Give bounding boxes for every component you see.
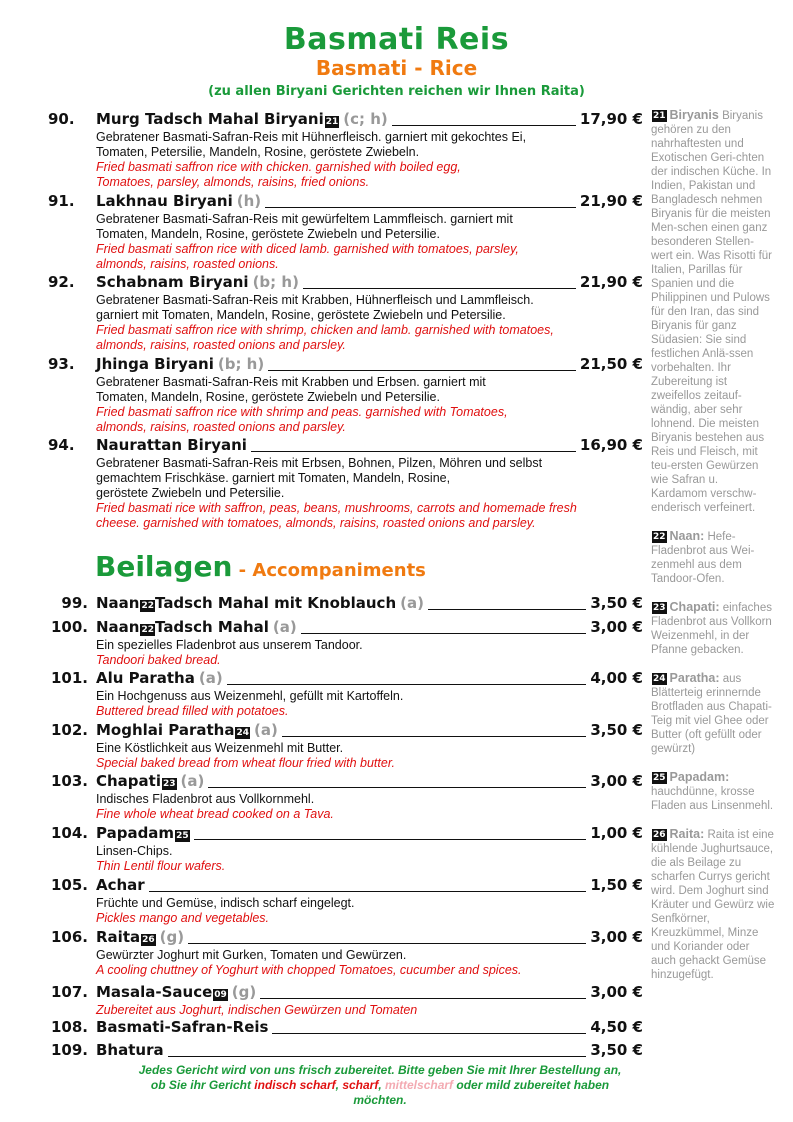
menu-item[interactable] (48, 436, 643, 531)
item-description-en: Pickles mango and vegetables. (96, 911, 270, 925)
menu-item[interactable] (48, 721, 643, 771)
item-description-de: Gebratener Basmati-Safran-Reis mit Hühnerfleisch. garniert mit gekochtes Ei, (96, 130, 527, 144)
item-description-en: almonds, raisins, roasted onions. (96, 257, 279, 271)
menu-item[interactable] (48, 355, 643, 435)
footnote-badge: 22 (141, 601, 155, 611)
item-number: 107. (50, 983, 88, 1001)
raita-note: (zu allen Biryani Gerichten reichen wir Ihnen Raita) (208, 84, 585, 99)
item-number: 90. (48, 110, 75, 128)
menu-item[interactable] (48, 983, 643, 1018)
menu-item[interactable] (48, 110, 643, 190)
menu-item[interactable] (48, 669, 643, 719)
allergen-tag: (b; h) (217, 355, 265, 373)
item-description-de: Tomaten, Mandeln, Rosine, geröstete Zwiebeln und Petersilie. (96, 390, 440, 404)
item-name: Jhinga Biryani (96, 355, 214, 373)
leader-line (265, 206, 576, 208)
item-name: Naan (96, 618, 140, 636)
allergen-tag: (a) (272, 618, 297, 636)
item-name: Raita (96, 928, 141, 946)
menu-item-line (48, 618, 643, 638)
item-description-en: Tomatoes, parsley, almonds, raisins, fried onions. (96, 175, 370, 189)
footnote-badge: 09 (214, 990, 227, 1000)
menu-item[interactable] (48, 273, 643, 353)
item-name: Basmati-Safran-Reis (96, 1018, 269, 1036)
glossary-term: Raita: (669, 827, 705, 841)
item-name: Bhatura (96, 1041, 164, 1059)
accompaniments-heading (95, 550, 426, 583)
footer-text: Jedes Gericht wird von uns frisch zubereitet. Bitte geben Sie mit Ihrer Bestellung an, ob Sie ihr Gericht (138, 1063, 622, 1092)
menu-item[interactable] (48, 876, 643, 926)
item-price: 3,00 € (590, 983, 643, 1001)
glossary-note (651, 108, 775, 515)
menu-item-line (48, 1018, 643, 1038)
item-number: 92. (48, 273, 75, 291)
menu-item-line (48, 983, 643, 1003)
allergen-tag: (g) (231, 983, 257, 1001)
footer-sep: , (335, 1078, 343, 1092)
leader-line (428, 608, 586, 610)
menu-item-line (48, 436, 643, 456)
menu-item-line (48, 1041, 643, 1061)
item-number: 93. (48, 355, 75, 373)
glossary-term: Paratha: (669, 671, 720, 685)
leader-line (268, 369, 576, 371)
item-description-en: almonds, raisins, roasted onions and parsley. (96, 338, 346, 352)
item-price: 3,50 € (590, 1041, 643, 1059)
page-title: Basmati Reis (283, 22, 510, 57)
glossary-term: Chapati: (669, 600, 720, 614)
glossary-text: aus Blätterteig erinnernde Brotfladen aus Chapati-Teig mit viel Ghee oder Butter (oft gefüllt oder gewürzt) (651, 673, 772, 755)
item-description-en: Fine whole wheat bread cooked on a Tava. (96, 807, 334, 821)
item-number: 105. (50, 876, 88, 894)
footnote-badge: 22 (141, 625, 155, 635)
item-description-de: Gebratener Basmati-Safran-Reis mit Erbsen, Bohnen, Pilzen, Möhren und selbst (96, 456, 543, 470)
leader-line (188, 942, 586, 944)
item-description-en: Zubereitet aus Joghurt, indischen Gewürzen und Tomaten (96, 1003, 418, 1017)
leader-line (260, 997, 586, 999)
item-description-en: Fried basmati rice with saffron, peas, beans, mushrooms, carrots and homemade fresh (96, 501, 577, 515)
leader-line (194, 838, 587, 840)
leader-line (168, 1055, 587, 1057)
item-number: 104. (50, 824, 88, 842)
leader-line (392, 124, 576, 126)
page-subtitle: Basmati - Rice (315, 56, 478, 80)
footer-note (130, 1063, 630, 1108)
glossary-note (651, 770, 775, 813)
leader-line (227, 683, 587, 685)
menu-item[interactable] (48, 1041, 643, 1061)
glossary-text: Raita ist eine kühlende Jughurtsauce, die als Beilage zu scharfen Currys gericht wird. Dem Joghurt sind Kräuter und Gewürz wie Senfkörner, Kreuzkümmel, Minze und Koriander oder auch gehackt Gemüse hinzugefügt. (651, 829, 775, 981)
menu-item-line (48, 928, 643, 948)
menu-item[interactable] (48, 192, 643, 272)
item-name: Naurattan Biryani (96, 436, 247, 454)
menu-item-line (48, 669, 643, 689)
item-description-de: Tomaten, Petersilie, Mandeln, Rosine, geröstete Zwiebeln. (96, 145, 420, 159)
menu-item[interactable] (48, 928, 643, 978)
item-price: 17,90 € (579, 110, 643, 128)
menu-item-line (48, 355, 643, 375)
item-name: Alu Paratha (96, 669, 195, 687)
item-description-en: Fried basmati saffron rice with shrimp, chicken and lamb. garnished with tomatoes, (96, 323, 554, 337)
menu-item-line (48, 824, 643, 844)
item-description-en: A cooling chuttney of Yoghurt with chopped Tomatoes, cucumber and spices. (96, 963, 522, 977)
footnote-badge: 24 (236, 728, 250, 738)
item-description-en: cheese. garnished with tomatoes, almonds, raisins, roasted onions and parsley. (96, 516, 536, 530)
footnote-badge: 25 (176, 831, 189, 841)
item-name: Papadam (96, 824, 175, 842)
item-description-de: Indisches Fladenbrot aus Vollkornmehl. (96, 792, 315, 806)
item-description-de: Gewürzter Joghurt mit Gurken, Tomaten und Gewürzen. (96, 948, 407, 962)
footnote-badge: 21 (325, 117, 339, 127)
glossary-note (651, 827, 775, 982)
item-number: 100. (50, 618, 88, 636)
item-number: 94. (48, 436, 75, 454)
glossary-term: Biryanis (669, 108, 719, 122)
allergen-tag: (a) (254, 721, 278, 739)
footer-sep: , (378, 1078, 386, 1092)
item-price: 3,00 € (590, 618, 643, 636)
item-price: 3,00 € (590, 928, 643, 946)
footnote-badge: 21 (653, 111, 666, 121)
glossary-note (651, 600, 775, 657)
leader-line (251, 450, 576, 452)
item-number: 103. (50, 772, 88, 790)
glossary-note (651, 671, 775, 756)
menu-item-line (48, 876, 643, 896)
item-description-en: Buttered bread filled with potatoes. (96, 704, 289, 718)
item-description-de: geröstete Zwiebeln und Petersilie. (96, 486, 285, 500)
item-description-de: garniert mit Tomaten, Mandeln, Rosine, geröstete Zwiebeln und Petersilie. (96, 308, 506, 322)
item-price: 1,00 € (590, 824, 643, 842)
item-name-cont: Tadsch Mahal mit Knoblauch (155, 594, 397, 612)
item-price: 21,90 € (579, 192, 643, 210)
item-price: 21,90 € (579, 273, 643, 291)
footnote-badge: 26 (142, 935, 155, 945)
item-description-en: Thin Lentil flour wafers. (96, 859, 226, 873)
item-price: 3,50 € (590, 721, 643, 739)
footnote-badge: 23 (653, 603, 666, 613)
item-price: 4,50 € (590, 1018, 643, 1036)
menu-item-line (48, 594, 643, 614)
item-description-de: Eine Köstlichkeit aus Weizenmehl mit Butter. (96, 741, 344, 755)
item-name: Chapati (96, 772, 161, 790)
item-description-de: Gebratener Basmati-Safran-Reis mit Krabben und Erbsen. garniert mit (96, 375, 486, 389)
glossary-text: einfaches Fladenbrot aus Vollkorn Weizenmehl, in der Pfanne gebacken. (651, 602, 772, 656)
item-name: Masala-Sauce (96, 983, 213, 1001)
item-description-en: Fried basmati saffron rice with chicken. garnished with boiled egg, (96, 160, 461, 174)
footer-text-end: oder mild zubereitet haben möchten. (353, 1078, 610, 1107)
item-description-de: Ein spezielles Fladenbrot aus unserem Tandoor. (96, 638, 363, 652)
item-name: Naan (96, 594, 140, 612)
item-number: 108. (50, 1018, 88, 1036)
allergen-tag: (c; h) (343, 110, 388, 128)
item-number: 106. (50, 928, 88, 946)
accompaniments-subtitle: - Accompaniments (232, 560, 426, 581)
accompaniments-title: Beilagen (95, 550, 233, 583)
glossary-text: hauchdünne, krosse Fladen aus Linsenmehl. (651, 786, 774, 812)
menu-item-line (48, 772, 643, 792)
allergen-tag: (a) (180, 772, 205, 790)
item-name: Murg Tadsch Mahal Biryani (96, 110, 324, 128)
glossary-note (651, 529, 775, 586)
allergen-tag: (h) (236, 192, 262, 210)
footer-spicy: scharf (342, 1078, 379, 1092)
item-description-en: Special baked bread from wheat flour fried with butter. (96, 756, 395, 770)
menu-item[interactable] (48, 824, 643, 874)
item-description-en: Fried basmati saffron rice with shrimp and peas. garnished with Tomatoes, (96, 405, 508, 419)
menu-item[interactable] (48, 1018, 643, 1038)
glossary-text: Biryanis gehören zu den nahrhaftesten und Exotischen Geri-chten der indischen Küche. In Indien, Pakistan und Bangladesch nehmen Biryanis für die meisten Men-schen einen ganz besonderen Stellen-wert ein. Was Risotti für Italien, Parillas für Spanien und die Philippinen und Pulows für den Iran, das sind Biryanis für ganz Südasien: Sie sind festlichen Anlä-ssen vorbehalten. Ihr Zubereitung ist zweifellos zeitauf-wändig, aber sehr lohnend. Die meisten Biryanis bestehen aus Reis und Fleisch, mit teu-ersten Gewürzen wie Safran u. Kardamom verschw-enderisch verfeinert. (651, 110, 772, 514)
item-price: 1,50 € (590, 876, 643, 894)
item-number: 109. (50, 1041, 88, 1059)
item-price: 3,00 € (590, 772, 643, 790)
leader-line (301, 632, 587, 634)
allergen-tag: (a) (198, 669, 223, 687)
leader-line (272, 1032, 586, 1034)
menu-item[interactable] (48, 618, 643, 668)
leader-line (208, 786, 586, 788)
item-price: 16,90 € (579, 436, 643, 454)
item-number: 102. (50, 721, 88, 739)
glossary-term: Naan: (669, 529, 705, 543)
item-description-en: almonds, raisins, roasted onions and parsley. (96, 420, 346, 434)
item-name: Lakhnau Biryani (96, 192, 233, 210)
item-price: 4,00 € (590, 669, 643, 687)
allergen-tag: (b; h) (252, 273, 299, 291)
allergen-tag: (a) (400, 594, 424, 612)
allergen-tag: (g) (159, 928, 185, 946)
menu-item-line (48, 110, 643, 130)
item-description-de: Gebratener Basmati-Safran-Reis mit Krabben, Hühnerfleisch und Lammfleisch. (96, 293, 534, 307)
item-name: Schabnam Biryani (96, 273, 249, 291)
item-description-de: Früchte und Gemüse, indisch scharf eingelegt. (96, 896, 355, 910)
glossary-term: Papadam: (669, 770, 730, 784)
footer-hot: indisch scharf (254, 1078, 336, 1092)
footnote-badge: 26 (653, 830, 666, 840)
menu-item-line (48, 721, 643, 741)
item-name-cont: Tadsch Mahal (155, 618, 269, 636)
item-description-en: Tandoori baked bread. (96, 653, 221, 667)
glossary-text: Hefe-Fladenbrot aus Wei-zenmehl aus dem Tandoor-Ofen. (651, 531, 755, 585)
menu-item[interactable] (48, 594, 643, 614)
item-description-de: Linsen-Chips. (96, 844, 173, 858)
item-description-en: Fried basmati saffron rice with diced lamb. garnished with tomatoes, parsley, (96, 242, 519, 256)
menu-item-line (48, 273, 643, 293)
footnote-badge: 25 (653, 773, 666, 783)
leader-line (149, 890, 587, 892)
item-description-de: Gebratener Basmati-Safran-Reis mit gewürfeltem Lammfleisch. garniert mit (96, 212, 513, 226)
item-price: 21,50 € (579, 355, 643, 373)
item-description-de: gemachtem Frischkäse. garniert mit Tomaten, Mandeln, Rosine, (96, 471, 451, 485)
item-number: 99. (61, 594, 88, 612)
item-description-de: Tomaten, Mandeln, Rosine, geröstete Zwiebeln und Petersilie. (96, 227, 440, 241)
item-number: 91. (48, 192, 75, 210)
item-description-de: Ein Hochgenuss aus Weizenmehl, gefüllt mit Kartoffeln. (96, 689, 404, 703)
leader-line (282, 735, 586, 737)
menu-item[interactable] (48, 772, 643, 822)
menu-item-line (48, 192, 643, 212)
glossary-sidebar (651, 108, 775, 996)
item-name: Achar (96, 876, 145, 894)
item-name: Moghlai Paratha (96, 721, 235, 739)
leader-line (303, 287, 576, 289)
footer-medium: mittelscharf (385, 1078, 454, 1092)
item-price: 3,50 € (590, 594, 643, 612)
footnote-badge: 22 (653, 532, 666, 542)
item-number: 101. (50, 669, 88, 687)
footnote-badge: 24 (653, 674, 666, 684)
footnote-badge: 23 (162, 779, 176, 789)
